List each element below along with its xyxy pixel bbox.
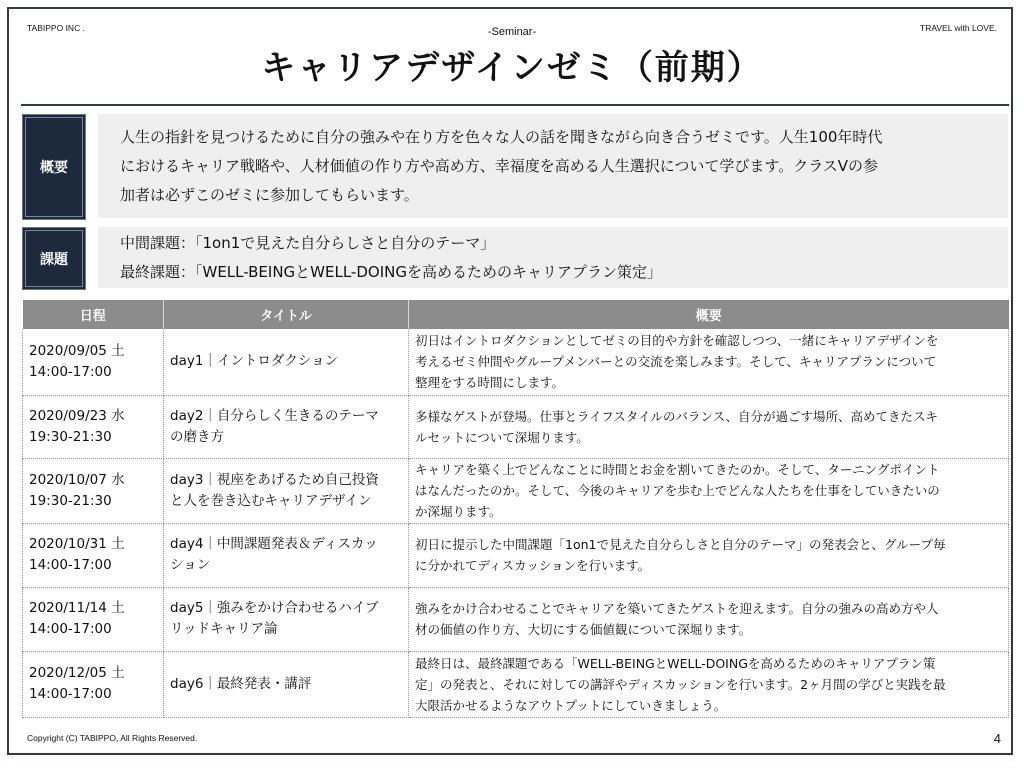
session-title xyxy=(164,587,409,651)
session-title-line: day4｜中間課題発表＆ディスカッ xyxy=(170,536,378,552)
session-title-line: day6｜最終発表・講評 xyxy=(170,675,312,692)
session-summary xyxy=(409,395,1009,458)
session-summary xyxy=(409,587,1009,651)
session-summary xyxy=(409,329,1009,395)
company-name: TABIPPO INC . xyxy=(27,23,85,33)
session-title-line: と人を巻き込むキャリアデザイン xyxy=(170,492,372,509)
session-summary-line: はなんだったのか。そして、今後のキャリアを歩む上でどんな人たちを仕事をしていきたいの xyxy=(415,483,940,498)
session-summary-line: 最終日は、最終課題である「WELL-BEINGとWELL-DOINGを高めるためのキャリアプラン策 xyxy=(415,655,936,671)
task-label: 課題 xyxy=(22,227,86,290)
tagline: TRAVEL with LOVE. xyxy=(920,23,997,33)
page-title: キャリアデザインゼミ（前期） xyxy=(261,48,763,88)
session-summary-line: 強みをかけ合わせることでキャリアを築いてきたゲストを迎えます。自分の強みの高め方や人 xyxy=(415,601,939,616)
session-title xyxy=(164,523,409,587)
session-summary xyxy=(409,458,1009,523)
page-number: 4 xyxy=(993,731,1001,746)
header-date: 日程 xyxy=(23,300,164,329)
session-time: 14:00-17:00 xyxy=(29,686,112,702)
seminar-label: -Seminar- xyxy=(487,26,537,38)
session-datetime xyxy=(23,458,164,523)
session-summary-line: 大限活かせるようなアウトプットにしていきましょう。 xyxy=(415,697,727,713)
session-summary-line: 整理をする時間にします。 xyxy=(415,375,565,391)
session-date: 2020/10/07 水 xyxy=(29,471,125,488)
session-summary-line: 材の価値の作り方、大切にする価値観について深堀ります。 xyxy=(415,622,752,637)
session-title-line: day5｜強みをかけ合わせるハイブ xyxy=(170,600,379,616)
session-summary-line: ルセットについて深堀ります。 xyxy=(415,429,589,445)
session-time: 14:00-17:00 xyxy=(29,363,112,380)
session-date: 2020/09/05 土 xyxy=(29,342,125,359)
session-title-line: day3｜視座をあげるため自己投資 xyxy=(170,471,379,488)
session-title-line: day2｜自分らしく生きるのテーマ xyxy=(170,407,379,424)
session-summary xyxy=(409,523,1009,587)
session-title xyxy=(164,458,409,523)
session-summary-line: 初日に提示した中間課題「1on1で見えた自分らしさと自分のテーマ」の発表会と、グループ毎 xyxy=(415,537,946,552)
session-summary-line: 定」の発表と、それに対しての講評やディスカッションを行います。2ヶ月間の学びと実践を最 xyxy=(415,676,946,692)
session-title xyxy=(164,329,409,395)
session-datetime xyxy=(23,651,164,717)
overview-label: 概要 xyxy=(22,114,86,220)
task-text xyxy=(98,227,1008,288)
session-title-line: リッドキャリア論 xyxy=(170,621,278,637)
table-row xyxy=(23,329,1009,395)
session-datetime xyxy=(23,329,164,395)
session-datetime xyxy=(23,395,164,458)
header-title: タイトル xyxy=(164,300,409,329)
schedule-table xyxy=(22,300,1009,718)
session-date: 2020/10/31 土 xyxy=(29,536,125,552)
session-time: 19:30-21:30 xyxy=(29,428,112,445)
table-row xyxy=(23,651,1009,717)
copyright: Copyright (C) TABIPPO, All Rights Reserved. xyxy=(27,733,198,743)
session-title-line: の磨き方 xyxy=(170,428,224,445)
table-row xyxy=(23,587,1009,651)
session-summary-line: 考えるゼミ仲間やグループメンバーとの交流を楽しみます。そして、キャリアプランについて xyxy=(415,354,937,370)
session-summary-line: キャリアを築く上でどんなことに時間とお金を割いてきたのか。そして、ターニングポイント xyxy=(415,462,940,477)
session-summary-line: に分かれてディスカッションを行います。 xyxy=(415,558,651,573)
overview-line: 人生の指針を見つけるために自分の強みや在り方を色々な人の話を聞きながら向き合うゼミです。人生100年時代 xyxy=(120,128,883,146)
table-row xyxy=(23,458,1009,523)
table-header-row xyxy=(23,300,1009,329)
session-summary-line: 多様なゲストが登場。仕事とライフスタイルのバランス、自分が過ごす場所、高めてきたスキ xyxy=(415,408,939,424)
title-divider xyxy=(21,104,1009,106)
session-datetime xyxy=(23,587,164,651)
session-title-line: ション xyxy=(170,557,211,573)
session-time: 14:00-17:00 xyxy=(29,621,112,637)
session-datetime xyxy=(23,523,164,587)
session-summary-line: 初日はイントロダクションとしてゼミの目的や方針を確認しつつ、一緒にキャリアデザインを xyxy=(415,333,939,349)
header-summary: 概要 xyxy=(409,300,1009,329)
task-line-midterm: 中間課題：「1on1で見えた自分らしさと自分のテーマ」 xyxy=(120,234,496,252)
table-row xyxy=(23,395,1009,458)
table-row xyxy=(23,523,1009,587)
session-date: 2020/11/14 土 xyxy=(29,600,125,616)
session-date: 2020/12/05 土 xyxy=(29,665,125,681)
session-title xyxy=(164,395,409,458)
session-time: 19:30-21:30 xyxy=(29,492,112,509)
overview-line: におけるキャリア戦略や、人材価値の作り方や高め方、幸福度を高める人生選択について学びます。クラスVの参 xyxy=(120,157,879,175)
session-summary-line: か深堀ります。 xyxy=(415,504,502,519)
session-time: 14:00-17:00 xyxy=(29,557,112,573)
task-line-final: 最終課題：「WELL-BEINGとWELL-DOINGを高めるためのキャリアプラン策定」 xyxy=(120,263,662,281)
session-date: 2020/09/23 水 xyxy=(29,407,125,424)
session-title-line: day1｜イントロダクション xyxy=(170,353,339,370)
session-summary xyxy=(409,651,1009,717)
overview-text xyxy=(98,114,1008,218)
session-title xyxy=(164,651,409,717)
overview-line: 加者は必ずこのゼミに参加してもらいます。 xyxy=(120,186,419,204)
